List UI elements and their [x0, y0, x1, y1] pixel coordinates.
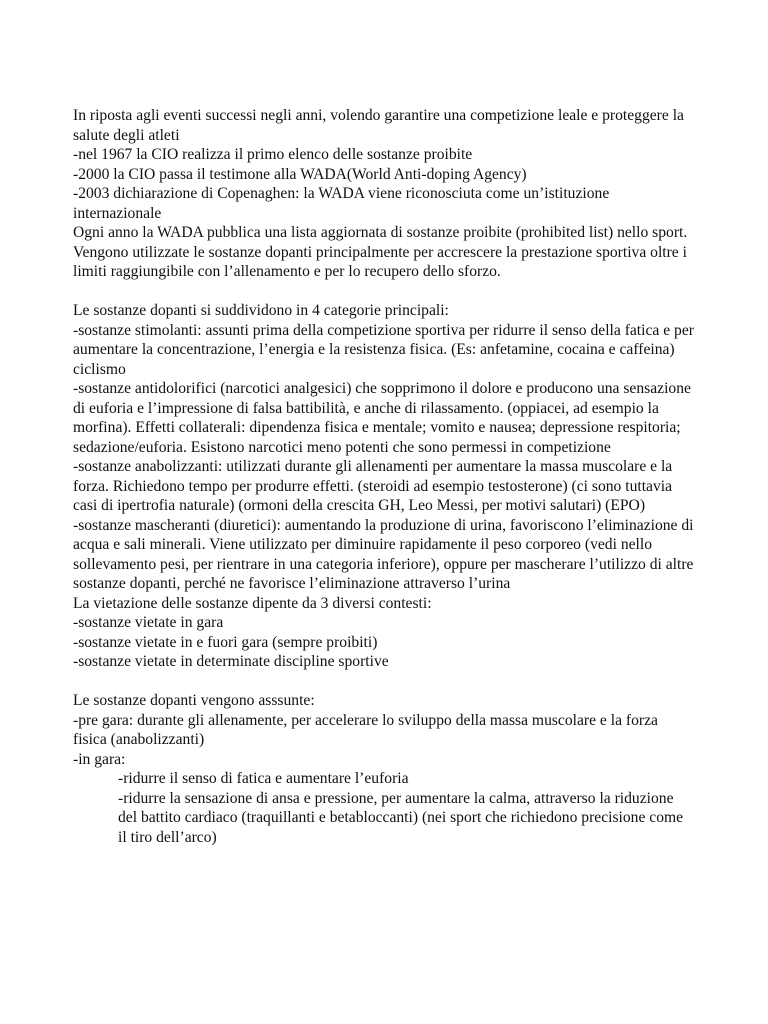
blank-line: [73, 672, 695, 692]
timeline-1967: -nel 1967 la CIO realizza il primo elenco delle sostanze proibite: [73, 146, 473, 163]
blank-line: [73, 282, 695, 302]
category-stimulants: -sostanze stimolanti: assunti prima della competizione sportiva per ridurre il senso della fatica e per aumentare la concentrazione, l’energia e la resistenza fisica. (Es: anfetamine, cocaina e caffeina) ciclismo: [73, 321, 694, 378]
categories-heading: Le sostanze dopanti si suddividono in 4 categorie principali:: [73, 302, 449, 319]
context-always: -sostanze vietate in e fuori gara (sempre proibiti): [73, 633, 378, 651]
document-page: [73, 106, 695, 847]
intro-paragraph: In riposta agli eventi successi negli anni, volendo garantire una competizione leale e proteggere la salute degli atleti: [73, 107, 684, 144]
timeline-2003: -2003 dichiarazione di Copenaghen: la WADA viene riconosciuta come un’istituzione internazionale: [73, 185, 610, 222]
context-specific-sports: -sostanze vietate in determinate discipline sportive: [73, 653, 389, 670]
timeline-2000: -2000 la CIO passa il testimone alla WADA(World Anti-doping Agency): [73, 165, 527, 183]
category-anabolics: -sostanze anabolizzanti: utilizzati durante gli allenamenti per aumentare la massa muscolare e la forza. Richiedono tempo per produrre effetti. (steroidi ad esempio testosterone) (ci sono tuttavia casi di ipertrofia naturale) (ormoni della crescita GH, Leo Messi, per motivi salutari) (EPO): [73, 458, 673, 514]
wada-list-paragraph: Ogni anno la WADA pubblica una lista aggiornata di sostanze proibite (prohibited list) nello sport.: [73, 224, 688, 241]
intake-heading: Le sostanze dopanti vengono asssunte:: [73, 692, 315, 709]
in-competition-calm: -ridurre la sensazione di ansa e pressione, per aumentare la calma, attraverso la riduzione del battito cardiaco (traquillanti e betabloccanti) (nei sport che richiedono precisione come il tiro dell’arco): [118, 789, 684, 846]
intake-in-competition: -in gara:: [73, 750, 126, 768]
category-analgesics: -sostanze antidolorifici (narcotici analgesici) che sopprimono il dolore e producono una sensazione di euforia e l’impressione di falsa battibilità, e anche di rilassamento. (oppiacei, ad esempio la morfina). Effetti collaterali: dipendenza fisica e mentale; vomito e nausea; depressione respitoria; sedazione/euforia. Esistono narcotici meno potenti che sono permessi in competizione: [73, 380, 691, 456]
in-competition-euphoria: -ridurre il senso di fatica e aumentare l’euforia: [118, 770, 409, 787]
purpose-paragraph: Vengono utilizzate le sostanze dopanti principalmente per accrescere la prestazione sportiva oltre i limiti raggiungibile con l’allenamento e per lo recupero dello sforzo.: [73, 243, 687, 280]
context-in-competition: -sostanze vietate in gara: [73, 614, 224, 631]
category-masking: -sostanze mascheranti (diuretici): aumentando la produzione di urina, favoriscono l’eliminazione di acqua e sali minerali. Viene utilizzato per diminuire rapidamente il peso corporeo (vedi nello sollevamento pesi, per rientrare in una categoria inferiore), oppure per mascherare l’utilizzo di altre sostanze dopanti, perché ne favorisce l’eliminazione attraverso l’urina: [73, 516, 694, 592]
prohibition-contexts-heading: La vietazione delle sostanze dipente da 3 diversi contesti:: [73, 594, 432, 612]
intake-pre-competition: -pre gara: durante gli allenamente, per accelerare lo sviluppo della massa muscolare e la forza fisica (anabolizzanti): [73, 711, 658, 748]
